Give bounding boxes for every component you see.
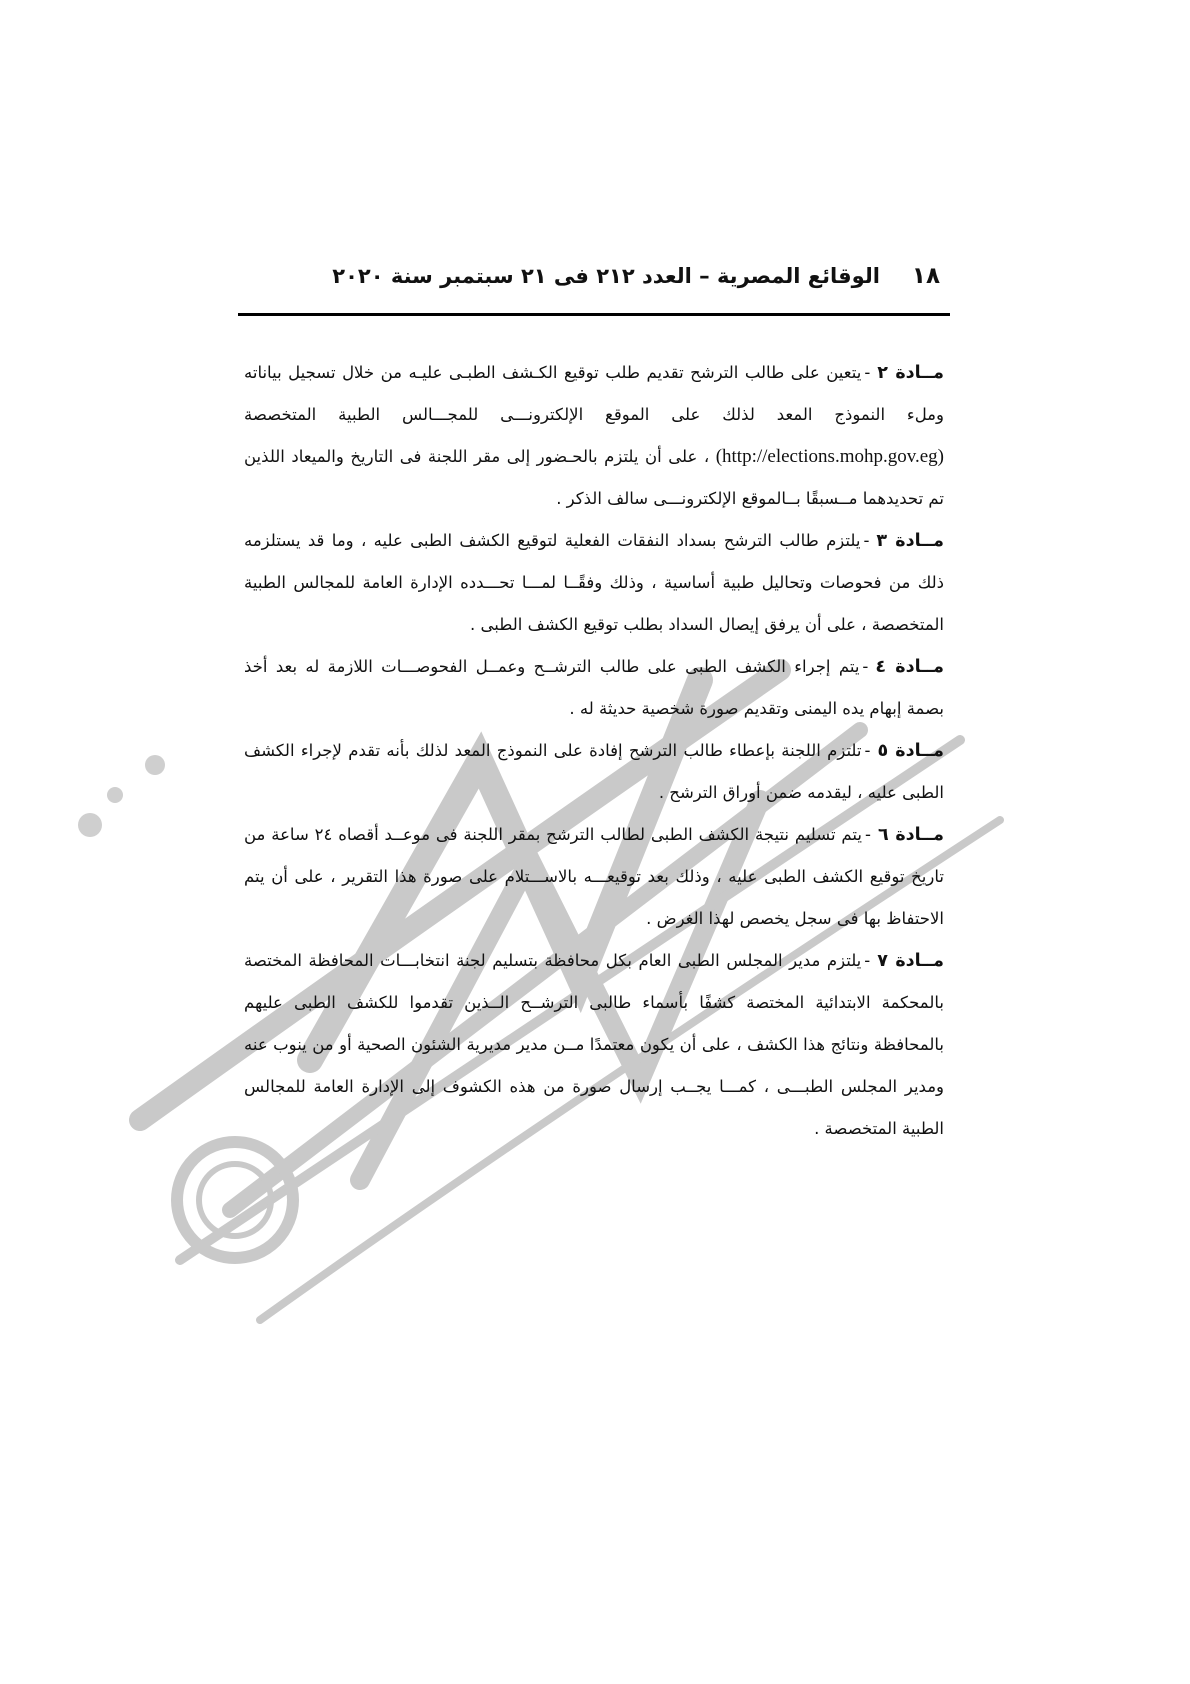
article-label: مــادة ٣: [876, 531, 944, 551]
article-5: مــادة ٥-تلتزم اللجنة بإعطاء طالب الترشح إفادة على النموذج المعد لذلك بأنه تقدم لإجراء الكشف الطبى عليه ، ليقدمه ضمن أوراق الترشح .: [244, 741, 944, 802]
header-rule: [238, 313, 950, 316]
article-label: مــادة ٥: [877, 741, 944, 761]
article-text: تلتزم اللجنة بإعطاء طالب الترشح إفادة على النموذج المعد لذلك بأنه تقدم لإجراء الكشف الطبى عليه ، ليقدمه ضمن أوراق الترشح .: [244, 741, 944, 802]
article-7: مــادة ٧-يلتزم مدير المجلس الطبى العام بكل محافظة بتسليم لجنة انتخابـــات المحافظة المختصة بالمحكمة الابتدائية المختصة كشفًا بأسماء طالبى الترشــح الــذين تقدموا للكشف الطبى عليهم بالمحافظة ونتائج هذا الكشف ، على أن يكون معتمدًا مــن مدير مديرية الشئون الصحية أو من ينوب عنه ومدير المجلس الطبـــى ، كمـــا يجــب إرسال صورة من هذه الكشوف إلى الإدارة العامة للمجالس الطبية المتخصصة .: [244, 951, 944, 1138]
article-label: مــادة ٢: [877, 363, 944, 383]
gazette-page: [244, 265, 944, 1150]
article-6: مــادة ٦-يتم تسليم نتيجة الكشف الطبى لطالب الترشح بمقر اللجنة فى موعــد أقصاه ٢٤ ساعة من تاريخ توقيع الكشف الطبى عليه ، وذلك بعد توقيعـــه بالاســـتلام على صورة هذا التقرير ، على أن يتم الاحتفاظ بها فى سجل يخصص لهذا الغرض .: [244, 825, 944, 928]
article-text-continued: ، على أن يلتزم بالحـضور إلى مقر اللجنة فى التاريخ والميعاد اللذين تم تحديدهما مــسبقًا بــالموقع الإلكترونـــى سالف الذكر .: [244, 447, 944, 508]
article-4: مــادة ٤-يتم إجراء الكشف الطبى على طالب الترشــح وعمــل الفحوصـــات اللازمة له بعد أخذ بصمة إبهام يده اليمنى وتقديم صورة شخصية حديثة له .: [244, 657, 944, 718]
header-title: الوقائع المصرية – العدد ٢١٢ فى ٢١ سبتمبر سنة ٢٠٢٠: [332, 264, 880, 288]
article-text: يلتزم مدير المجلس الطبى العام بكل محافظة بتسليم لجنة انتخابـــات المحافظة المختصة بالمحكمة الابتدائية المختصة كشفًا بأسماء طالبى الترشــح الــذين تقدموا للكشف الطبى عليهم بالمحافظة ونتائج هذا الكشف ، على أن يكون معتمدًا مــن مدير مديرية الشئون الصحية أو من ينوب عنه ومدير المجلس الطبـــى ، كمـــا يجــب إرسال صورة من هذه الكشوف إلى الإدارة العامة للمجالس الطبية المتخصصة .: [244, 951, 944, 1138]
article-text: يتم تسليم نتيجة الكشف الطبى لطالب الترشح بمقر اللجنة فى موعــد أقصاه ٢٤ ساعة من تاريخ توقيع الكشف الطبى عليه ، وذلك بعد توقيعـــه بالاســـتلام على صورة هذا التقرير ، على أن يتم الاحتفاظ بها فى سجل يخصص لهذا الغرض .: [244, 825, 944, 928]
article-3: مــادة ٣-يلتزم طالب الترشح بسداد النفقات الفعلية لتوقيع الكشف الطبى عليه ، وما قد يستلزمه ذلك من فحوصات وتحاليل طبية أساسية ، وذلك وفقًــا لمـــا تحـــدده الإدارة العامة للمجالس الطبية المتخصصة ، على أن يرفق إيصال السداد بطلب توقيع الكشف الطبى .: [244, 531, 944, 634]
elections-url: (http://elections.mohp.gov.eg): [715, 446, 944, 467]
page-number: ١٨: [911, 263, 940, 289]
page-header: [244, 265, 944, 309]
article-text: يتم إجراء الكشف الطبى على طالب الترشــح وعمــل الفحوصـــات اللازمة له بعد أخذ بصمة إبهام يده اليمنى وتقديم صورة شخصية حديثة له .: [244, 657, 944, 718]
article-text: يلتزم طالب الترشح بسداد النفقات الفعلية لتوقيع الكشف الطبى عليه ، وما قد يستلزمه ذلك من فحوصات وتحاليل طبية أساسية ، وذلك وفقًــا لمـــا تحـــدده الإدارة العامة للمجالس الطبية المتخصصة ، على أن يرفق إيصال السداد بطلب توقيع الكشف الطبى .: [244, 531, 944, 634]
article-text: يتعين على طالب الترشح تقديم طلب توقيع الكـشف الطبـى عليـه من خلال تسجيل بياناته وملء النموذج المعد لذلك على الموقع الإلكترونـــى للمجـــالس الطبية المتخصصة: [244, 363, 944, 424]
article-label: مــادة ٦: [877, 825, 944, 845]
document-body: [244, 352, 944, 1150]
article-label: مــادة ٧: [877, 951, 944, 971]
article-label: مــادة ٤: [875, 657, 944, 677]
article-2: مــادة ٢-يتعين على طالب الترشح تقديم طلب توقيع الكـشف الطبـى عليـه من خلال تسجيل بياناته وملء النموذج المعد لذلك على الموقع الإلكترونـــى للمجـــالس الطبية المتخصصة (http://elections.mohp.gov.eg) ، على أن يلتزم بالحـضور إلى مقر اللجنة فى التاريخ والميعاد اللذين تم تحديدهما مــسبقًا بــالموقع الإلكترونـــى سالف الذكر .: [244, 363, 944, 508]
